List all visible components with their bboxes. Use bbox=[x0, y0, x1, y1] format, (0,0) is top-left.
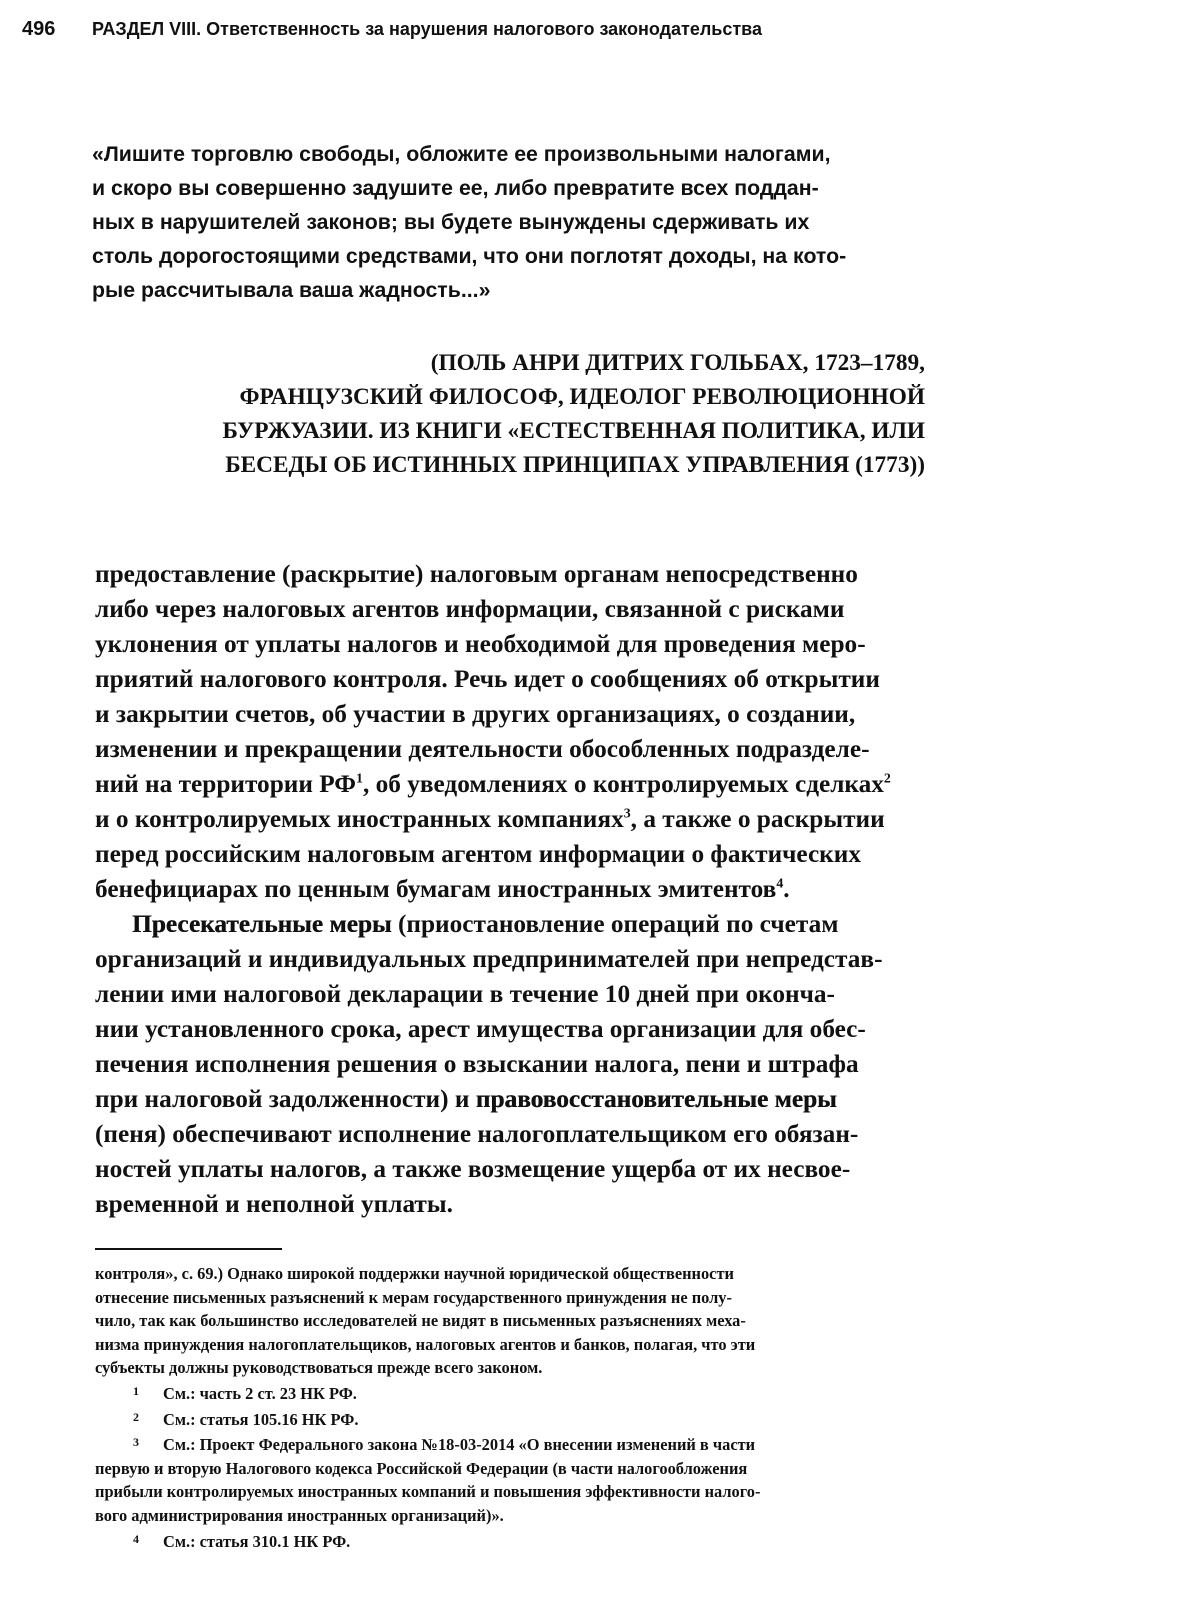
body-line: печения исполнения решения о взыскании налога, пени и штрафа bbox=[95, 1050, 859, 1078]
section-title: РАЗДЕЛ VIII. Ответственность за нарушения налогового законодательства bbox=[92, 19, 763, 39]
footnote-text: См.: часть 2 ст. 23 НК РФ. bbox=[163, 1383, 357, 1403]
page-number: 496 bbox=[22, 18, 56, 40]
footnote-reference[interactable]: 3 bbox=[623, 806, 631, 822]
body-line: (пеня) обеспечивают исполнение налогоплательщиком его обязан- bbox=[95, 1120, 859, 1148]
body-line: приятий налогового контроля. Речь идет о сообщениях об открытии bbox=[95, 665, 880, 693]
footnote-reference[interactable]: 1 bbox=[356, 771, 363, 787]
key-term: правовосстановительные меры bbox=[475, 1085, 837, 1113]
attribution-line: ФРАНЦУЗСКИЙ ФИЛОСОФ, ИДЕОЛОГ РЕВОЛЮЦИОННОЙ bbox=[239, 384, 925, 410]
footnote-line: контроля», с. 69.) Однако широкой поддержки научной юридической общественности bbox=[95, 1264, 734, 1283]
footnote-line: прибыли контролируемых иностранных компаний и повышения эффективности налого- bbox=[95, 1482, 761, 1502]
key-term: Пресекательные меры bbox=[132, 910, 392, 938]
body-line: организаций и индивидуальных предпринимателей при непредстав- bbox=[95, 945, 883, 973]
body-text-fragment: бенефициарах по ценным бумагам иностранных эмитентов bbox=[95, 875, 777, 903]
body-text-fragment: ний на территории РФ bbox=[95, 770, 356, 798]
attribution-line: БУРЖУАЗИИ. ИЗ КНИГИ «ЕСТЕСТВЕННАЯ ПОЛИТИКА, ИЛИ bbox=[222, 418, 925, 444]
epigraph-line: ных в нарушителей законов; вы будете вынуждены сдерживать их bbox=[92, 210, 810, 234]
body-line: перед российским налоговым агентом информации о фактических bbox=[95, 840, 861, 868]
body-line: и закрытии счетов, об участии в других организациях, о создании, bbox=[95, 700, 856, 728]
footnote-reference[interactable]: 4 bbox=[776, 876, 784, 892]
footnote-line: низма принуждения налогоплательщиков, налоговых агентов и банков, полагая, что эти bbox=[95, 1334, 756, 1354]
body-line: уклонения от уплаты налогов и необходимой для проведения меро- bbox=[95, 630, 866, 658]
footnote-text: См.: статья 105.16 НК РФ. bbox=[163, 1409, 359, 1429]
attribution-line: (ПОЛЬ АНРИ ДИТРИХ ГОЛЬБАХ, 1723–1789, bbox=[430, 350, 925, 376]
body-line: лении ими налоговой декларации в течение 10 дней при оконча- bbox=[95, 980, 835, 1008]
body-line: временной и неполной уплаты. bbox=[95, 1190, 453, 1218]
body-text-fragment: и о контролируемых иностранных компаниях bbox=[95, 805, 624, 833]
footnote-line: вого администрирования иностранных организаций)». bbox=[95, 1505, 504, 1525]
footnote-line: чило, так как большинство исследователей не видят в письменных разъяснениях меха- bbox=[95, 1311, 746, 1331]
body-text bbox=[95, 557, 927, 1222]
body-line: изменении и прекращении деятельности обособленных подразделе- bbox=[95, 735, 870, 763]
footnote-line: субъекты должны руководствоваться прежде всего законом. bbox=[95, 1358, 543, 1378]
footnote-marker: 1 bbox=[133, 1383, 139, 1398]
body-text-fragment: (приостановление операций по счетам bbox=[391, 910, 839, 938]
footnote-divider bbox=[95, 1248, 282, 1250]
running-header bbox=[22, 18, 1172, 48]
footnote-4 bbox=[95, 1528, 927, 1554]
epigraph-attribution bbox=[150, 346, 925, 482]
footnote-2 bbox=[95, 1406, 927, 1432]
footnote-marker: 2 bbox=[133, 1409, 139, 1424]
attribution-line: БЕСЕДЫ ОБ ИСТИННЫХ ПРИНЦИПАХ УПРАВЛЕНИЯ (1773)) bbox=[225, 452, 925, 478]
body-line: нии установленного срока, арест имущества организации для обес- bbox=[95, 1015, 866, 1043]
body-line bbox=[95, 802, 927, 837]
body-text-fragment: , а также о раскрытии bbox=[630, 805, 885, 833]
footnote-marker: 4 bbox=[133, 1531, 139, 1546]
body-line: ностей уплаты налогов, а также возмещение ущерба от их несвое- bbox=[95, 1155, 851, 1183]
body-line: либо через налоговых агентов информации, связанной с рисками bbox=[95, 595, 845, 623]
body-text-fragment: при налоговой задолженности) и bbox=[95, 1085, 476, 1113]
body-line bbox=[95, 872, 927, 907]
footnote-reference[interactable]: 2 bbox=[883, 771, 891, 787]
body-line bbox=[95, 907, 927, 942]
footnote-line: отнесение письменных разъяснений к мерам государственного принуждения не полу- bbox=[95, 1287, 732, 1307]
epigraph-line: «Лишите торговлю свободы, обложите ее произвольными налогами, bbox=[92, 142, 831, 166]
footnote-text: См.: Проект Федерального закона №18-03-2014 «О внесении изменений в части bbox=[163, 1435, 756, 1455]
body-text-fragment: , об уведомлениях о контролируемых сделках bbox=[362, 770, 884, 798]
footnotes bbox=[95, 1262, 927, 1553]
body-line: предоставление (раскрытие) налоговым органам непосредственно bbox=[95, 560, 858, 588]
epigraph-line: рые рассчитывала ваша жадность...» bbox=[92, 278, 491, 302]
body-line bbox=[95, 1082, 927, 1117]
body-text-fragment: . bbox=[783, 875, 790, 903]
epigraph-line: и скоро вы совершенно задушите ее, либо превратите всех поддан- bbox=[92, 176, 819, 200]
epigraph-quote bbox=[92, 137, 932, 307]
body-line bbox=[95, 767, 927, 802]
epigraph-line: столь дорогостоящими средствами, что они поглотят доходы, на кото- bbox=[92, 244, 847, 268]
footnote-text: См.: статья 310.1 НК РФ. bbox=[163, 1531, 351, 1551]
footnote-3 bbox=[95, 1431, 927, 1457]
footnote-marker: 3 bbox=[133, 1435, 139, 1450]
footnote-line: первую и вторую Налогового кодекса Российской Федерации (в части налогообложения bbox=[95, 1458, 748, 1478]
footnote-1 bbox=[95, 1380, 927, 1406]
